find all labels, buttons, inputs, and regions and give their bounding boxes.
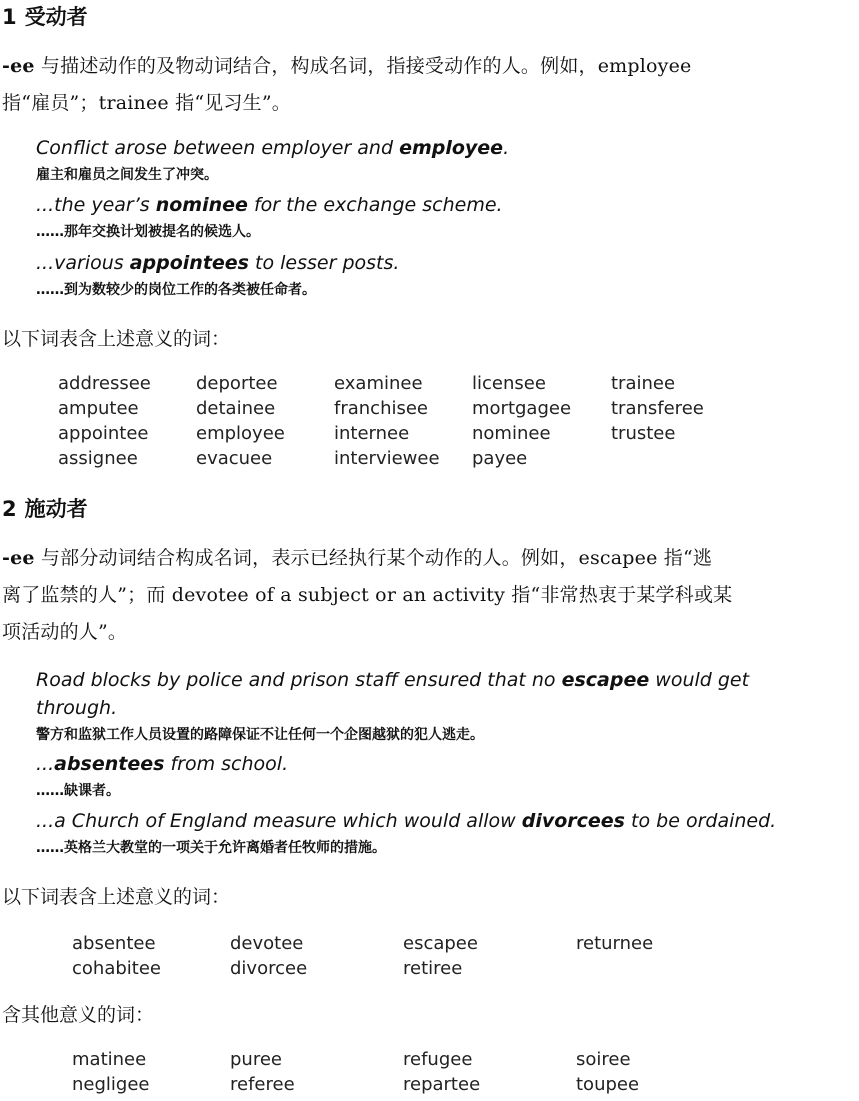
word: amputee [58, 398, 139, 419]
intro-line: 离了监禁的人”；而 devotee of a subject or an activity 指“非常热衷于某学科或某 [2, 584, 733, 606]
example-sentence: Conflict arose between employer and employee. [36, 137, 510, 159]
word: evacuee [196, 448, 273, 469]
example-keyword: appointees [129, 252, 249, 274]
word: franchisee [334, 398, 429, 419]
wordlist-label: 以下词表含上述意义的词： [2, 886, 231, 908]
word: trainee [611, 373, 676, 394]
word: internee [334, 423, 410, 444]
word: interviewee [334, 448, 440, 469]
intro-line: 指“雇员”；trainee 指“见习生”。 [2, 92, 291, 114]
intro-line: 与部分动词结合构成名词，表示已经执行某个动作的人。例如，escapee 指“逃 [40, 547, 713, 569]
word: employee [196, 423, 285, 444]
example-sentence: ...absentees from school. [36, 753, 289, 775]
word: transferee [611, 398, 704, 419]
word: payee [472, 448, 528, 469]
word: absentee [72, 933, 156, 954]
example-sentence: ...various appointees to lesser posts. [36, 252, 400, 274]
word: devotee [230, 933, 304, 954]
wordlist-label: 以下词表含上述意义的词： [2, 328, 231, 350]
word: returnee [576, 933, 654, 954]
intro-line: 项活动的人”。 [2, 621, 128, 643]
section-title: 受动者 [24, 5, 88, 29]
other-wordlist-label: 含其他意义的词： [2, 1004, 155, 1026]
example-translation: ……英格兰大教堂的一项关于允许离婚者任牧师的措施。 [36, 840, 386, 856]
example-sentence: ...a Church of England measure which would allow divorcees to be ordained. [36, 810, 777, 832]
word: detainee [196, 398, 276, 419]
example-sentence: ...the year’s nominee for the exchange scheme. [36, 194, 503, 216]
word: puree [230, 1049, 282, 1070]
suffix-term: -ee [2, 547, 35, 569]
word: mortgagee [472, 398, 572, 419]
word: divorcee [230, 958, 308, 979]
example-translation: ……到为数较少的岗位工作的各类被任命者。 [36, 282, 316, 298]
example-keyword: absentees [54, 753, 165, 775]
section-heading-2 [2, 496, 88, 522]
section-number: 2 [2, 497, 17, 521]
section-intro-1 [2, 48, 854, 122]
section-number: 1 [2, 5, 17, 29]
word: soiree [576, 1049, 631, 1070]
word: appointee [58, 423, 149, 444]
suffix-term: -ee [2, 55, 35, 77]
section-heading-1 [2, 4, 88, 30]
example-translation: 雇主和雇员之间发生了冲突。 [36, 167, 218, 183]
section-title: 施动者 [24, 497, 88, 521]
word: refugee [403, 1049, 473, 1070]
example-keyword: employee [399, 137, 504, 159]
word: matinee [72, 1049, 147, 1070]
word: escapee [403, 933, 478, 954]
word: toupee [576, 1074, 640, 1095]
word: deportee [196, 373, 278, 394]
example-translation: 警方和监狱工作人员设置的路障保证不让任何一个企图越狱的犯人逃走。 [36, 727, 484, 743]
word: licensee [472, 373, 546, 394]
example-sentence: Road blocks by police and prison staff ensured that no escapee would get through. [36, 669, 750, 719]
word: addressee [58, 373, 151, 394]
intro-line: 与描述动作的及物动词结合，构成名词，指接受动作的人。例如，employee [40, 55, 692, 77]
word: examinee [334, 373, 423, 394]
example-keyword: escapee [561, 669, 650, 691]
section-intro-2 [2, 540, 854, 651]
word: referee [230, 1074, 295, 1095]
example-translation: ……缺课者。 [36, 783, 120, 799]
word: nominee [472, 423, 551, 444]
word: cohabitee [72, 958, 161, 979]
word: trustee [611, 423, 676, 444]
example-translation: ……那年交换计划被提名的候选人。 [36, 224, 260, 240]
example-keyword: nominee [155, 194, 248, 216]
word: repartee [403, 1074, 481, 1095]
word: negligee [72, 1074, 150, 1095]
word: retiree [403, 958, 463, 979]
word: assignee [58, 448, 138, 469]
example-keyword: divorcees [521, 810, 625, 832]
